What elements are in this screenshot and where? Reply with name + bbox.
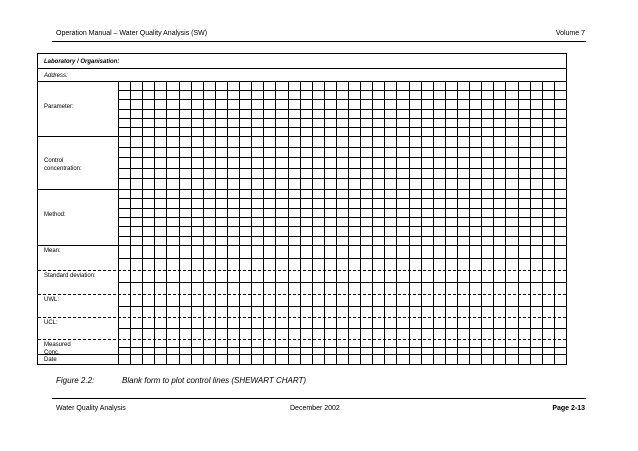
row-label-ucl: UCL: [44, 320, 58, 326]
row-divider [38, 270, 566, 271]
grid-column-line [300, 81, 301, 364]
grid-row-line [118, 127, 566, 128]
label-column-divider [118, 81, 119, 364]
grid-row-line [118, 168, 566, 169]
grid-row-line [118, 236, 566, 237]
grid-column-line [360, 81, 361, 364]
row-divider [38, 189, 566, 190]
grid-column-line [445, 81, 446, 364]
grid-column-line [396, 81, 397, 364]
row-label-sd: Standard deviation: [44, 273, 96, 279]
grid-column-line [348, 81, 349, 364]
header-volume: Volume 7 [555, 30, 585, 37]
row-divider [38, 354, 566, 355]
grid-row-line [118, 226, 566, 227]
grid-column-line [239, 81, 240, 364]
grid-column-line [542, 81, 543, 364]
figure-number: Figure 2.2: [56, 376, 95, 385]
laboratory-label: Laboratory / Organisation: [44, 59, 120, 65]
footer-rule [52, 398, 586, 399]
shewart-chart-form [37, 53, 567, 365]
grid-column-line [493, 81, 494, 364]
grid-row-line [118, 217, 566, 218]
grid-column-line [154, 81, 155, 364]
grid-row-line [118, 109, 566, 110]
grid-row-line [118, 306, 566, 307]
grid-column-line [518, 81, 519, 364]
row-divider [38, 339, 566, 340]
grid-column-line [179, 81, 180, 364]
grid-column-line [457, 81, 458, 364]
grid-row-line [118, 258, 566, 259]
figure-caption: Blank form to plot control lines (SHEWART CHART) [122, 376, 307, 385]
grid-column-line [530, 81, 531, 364]
grid-row-line [118, 99, 566, 100]
grid-row-line [118, 328, 566, 329]
lab-divider [38, 68, 566, 69]
grid-column-line [409, 81, 410, 364]
grid-column-line [554, 81, 555, 364]
row-label-uwl: UWL: [44, 297, 59, 303]
row-divider [38, 136, 566, 137]
row-divider [38, 245, 566, 246]
grid-row-line [118, 178, 566, 179]
grid-column-line [251, 81, 252, 364]
grid-column-line [324, 81, 325, 364]
grid-column-line [384, 81, 385, 364]
grid-column-line [336, 81, 337, 364]
grid-column-line [142, 81, 143, 364]
footer-date: December 2002 [290, 405, 340, 412]
grid-column-line [433, 81, 434, 364]
grid-row-line [118, 282, 566, 283]
grid-row-line [118, 208, 566, 209]
grid-row-line [118, 147, 566, 148]
grid-column-line [215, 81, 216, 364]
grid-column-line [481, 81, 482, 364]
row-label-parameter: Parameter: [44, 103, 74, 110]
grid-column-line [227, 81, 228, 364]
grid-column-line [130, 81, 131, 364]
grid-column-line [191, 81, 192, 364]
row-label-mean: Mean: [44, 248, 61, 254]
grid-row-line [118, 118, 566, 119]
grid-row-line [118, 157, 566, 158]
grid-column-line [469, 81, 470, 364]
grid-column-line [421, 81, 422, 364]
page-number: Page 2-13 [552, 405, 585, 412]
grid-column-line [505, 81, 506, 364]
grid-column-line [275, 81, 276, 364]
grid-row-line [118, 198, 566, 199]
row-label-method: Method: [44, 212, 66, 218]
grid-row-line [118, 90, 566, 91]
header-title: Operation Manual – Water Quality Analysis (SW) [56, 30, 208, 37]
grid-column-line [166, 81, 167, 364]
grid-column-line [288, 81, 289, 364]
row-label-control: Control concentration: [44, 157, 82, 172]
row-label-date: Date [44, 357, 57, 363]
grid-column-line [263, 81, 264, 364]
footer-title: Water Quality Analysis [56, 405, 126, 412]
grid-row-line [118, 347, 566, 348]
grid-column-line [203, 81, 204, 364]
row-divider [38, 317, 566, 318]
grid-column-line [372, 81, 373, 364]
grid-column-line [312, 81, 313, 364]
row-label-measured: Measured Conc. [44, 342, 71, 356]
row-divider [38, 294, 566, 295]
address-label: Address: [44, 73, 68, 79]
header-rule [52, 41, 586, 42]
